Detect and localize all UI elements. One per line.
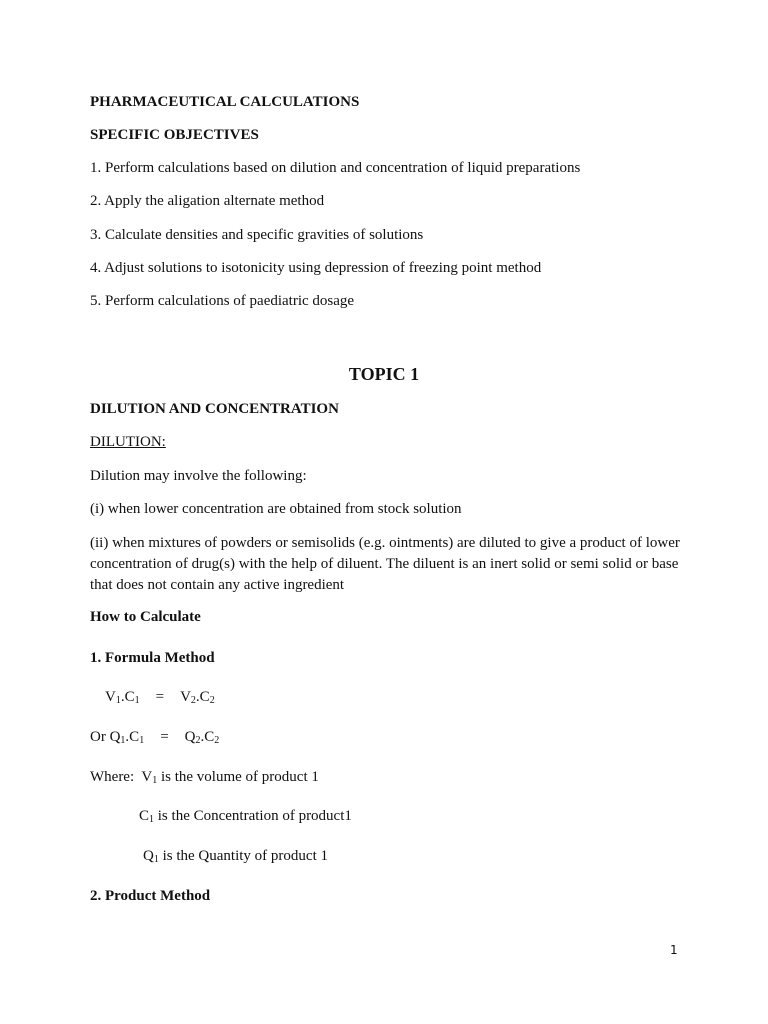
- method-heading: 1. Formula Method: [90, 650, 215, 666]
- objective-item: 2. Apply the aligation alternate method: [90, 193, 325, 209]
- dilution-intro: Dilution may involve the following:: [90, 468, 307, 484]
- dilution-point: (i) when lower concentration are obtained from stock solution: [90, 501, 462, 517]
- dilution-heading: DILUTION:: [90, 434, 166, 450]
- how-to-heading: How to Calculate: [90, 609, 201, 625]
- formula-quantity: Or $Q_1.C_1 = Q_2.C_2$: [90, 729, 220, 746]
- definition-volume: Where: $V_1$ is the volume of product 1: [90, 769, 319, 786]
- method-heading: 2. Product Method: [90, 888, 211, 904]
- section-heading: DILUTION AND CONCENTRATION: [90, 401, 339, 417]
- objectives-heading: SPECIFIC OBJECTIVES: [90, 127, 259, 143]
- topic-heading: TOPIC 1: [348, 364, 420, 384]
- page-number: 1: [670, 943, 678, 957]
- definition-quantity: $Q_1$ is the Quantity of product 1: [143, 848, 328, 865]
- objective-item: 3. Calculate densities and specific gravities of solutions: [90, 227, 424, 243]
- objective-item: 4. Adjust solutions to isotonicity using depression of freezing point method: [90, 260, 542, 276]
- dilution-point: (ii) when mixtures of powders or semisolids (e.g. ointments) are diluted to give a product of lower concentration of drug(s) with the help of diluent. The diluent is an inert solid or semi solid or base that does not contain any active ingredient: [90, 535, 680, 593]
- formula-volume: $V_1.C_1 = V_2.C_2$: [105, 689, 215, 706]
- definition-concentration: $C_1$ is the Concentration of product1: [139, 808, 352, 825]
- document-title: PHARMACEUTICAL CALCULATIONS: [90, 94, 360, 110]
- objective-item: 1. Perform calculations based on dilution and concentration of liquid preparations: [90, 160, 581, 176]
- objective-item: 5. Perform calculations of paediatric dosage: [90, 293, 355, 309]
